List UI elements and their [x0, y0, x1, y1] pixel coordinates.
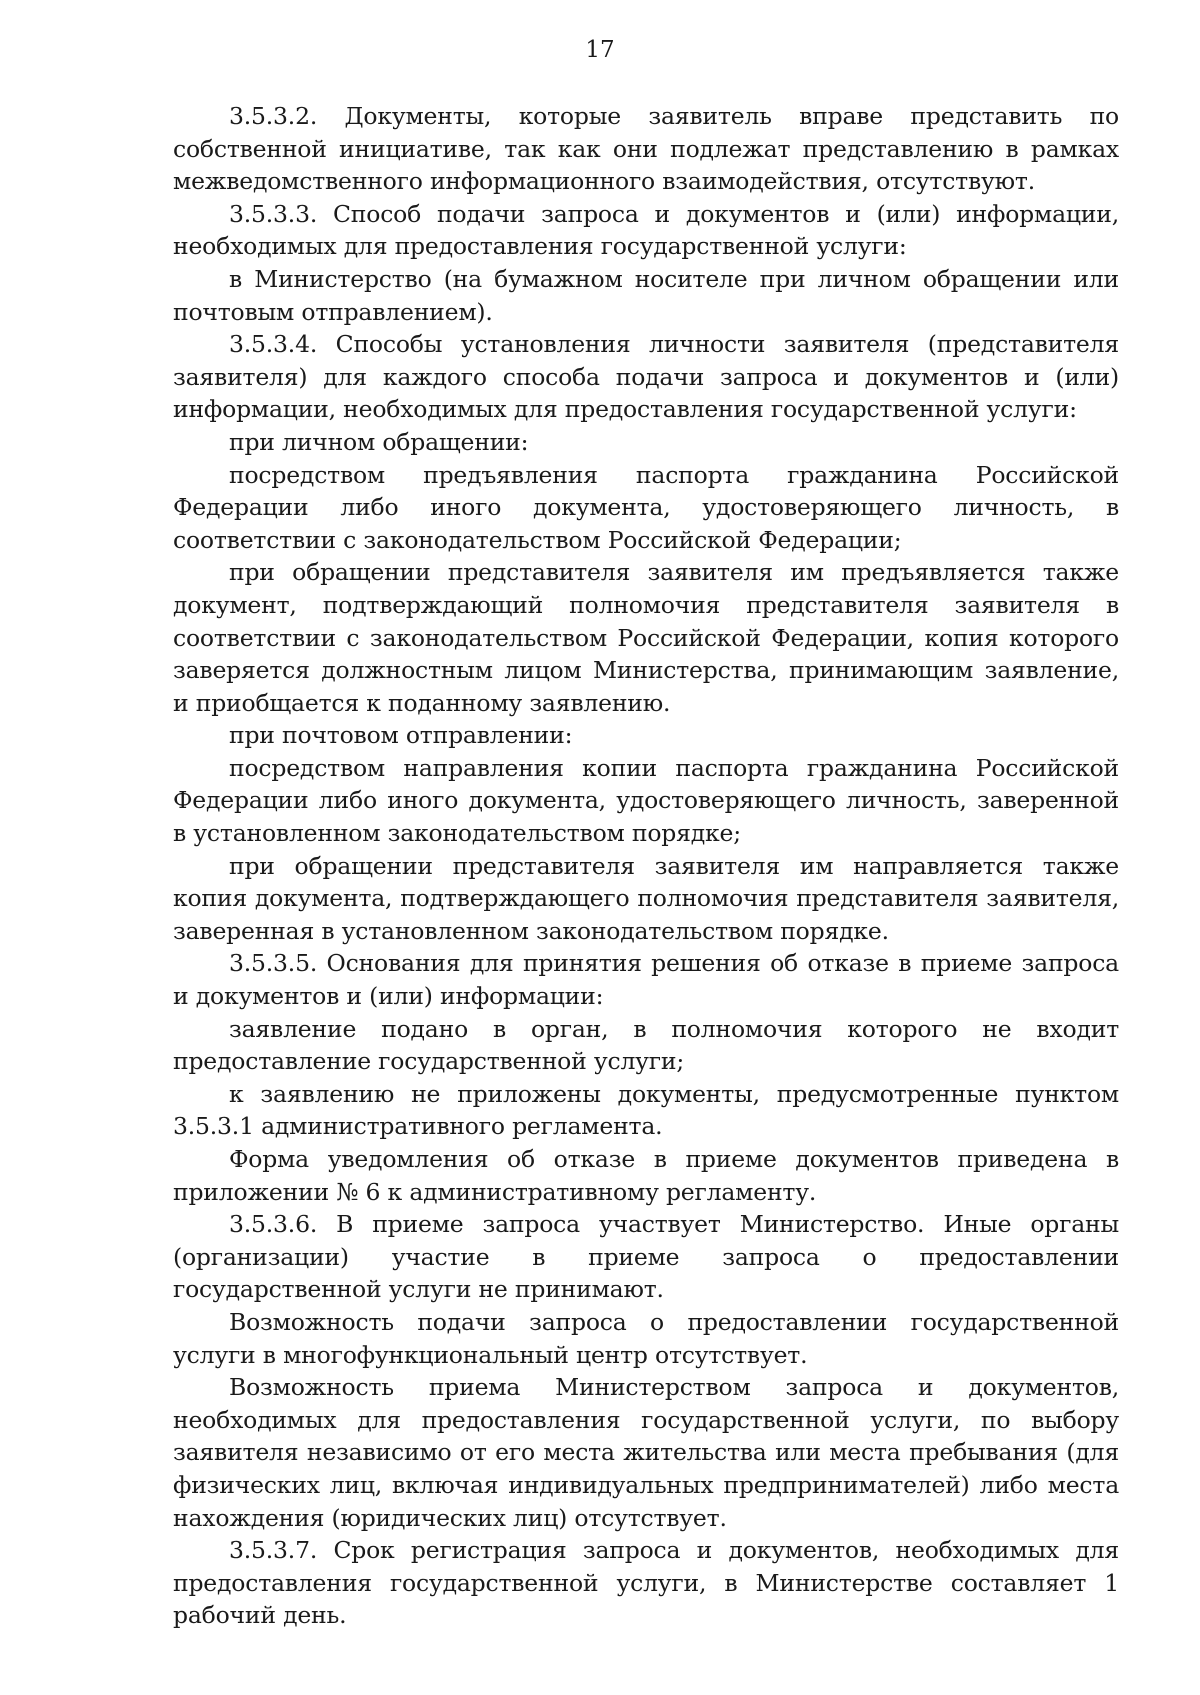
- paragraph-3-5-3-2: 3.5.3.2. Документы, которые заявитель вправе представить по собственной инициативе, так как они подлежат представлению в рамках межведомственного информационного взаимодействия, отсутствуют.: [173, 102, 1119, 196]
- paragraph-wrong-authority: заявление подано в орган, в полномочия которого не входит предоставление государственной услуги;: [173, 1014, 1119, 1076]
- paragraph-extraterritorial: Возможность приема Министерством запроса и документов, необходимых для предоставления государственной услуги, по выбору заявителя независимо от его места жительства или места пребывания (для физических лиц, включая индивидуальных предпринимателей) либо места нахождения (юридических лиц) отсутствует.: [173, 1373, 1119, 1532]
- paragraph-representative-copy: при обращении представителя заявителя им направляется также копия документа, подтверждающего полномочия представителя заявителя, заверенная в установленном законодательством порядке.: [173, 851, 1119, 945]
- paragraph-3-5-3-6: 3.5.3.6. В приеме запроса участвует Министерство. Иные органы (организации) участие в приеме запроса о предоставлении государственной услуги не принимают.: [173, 1210, 1119, 1304]
- paragraph-3-5-3-5: 3.5.3.5. Основания для принятия решения об отказе в приеме запроса и документов и (или) информации:: [173, 949, 1119, 1011]
- document-body: [173, 100, 1119, 1632]
- paragraph-submission-ministry: в Министерство (на бумажном носителе при личном обращении или почтовым отправлением).: [173, 264, 1119, 326]
- paragraph-missing-documents: к заявлению не приложены документы, предусмотренные пунктом 3.5.3.1 административного регламента.: [173, 1079, 1119, 1141]
- paragraph-refusal-form: Форма уведомления об отказе в приеме документов приведена в приложении № 6 к административному регламенту.: [173, 1145, 1119, 1206]
- paragraph-passport-presentation: посредством предъявления паспорта гражданина Российской Федерации либо иного документа, удостоверяющего личность, в соответствии с законодательством Российской Федерации;: [173, 460, 1119, 554]
- paragraph-3-5-3-3: 3.5.3.3. Способ подачи запроса и документов и (или) информации, необходимых для предоставления государственной услуги:: [173, 199, 1119, 261]
- paragraph-passport-copy: посредством направления копии паспорта гражданина Российской Федерации либо иного документа, удостоверяющего личность, заверенной в установленном законодательством порядке;: [173, 753, 1119, 848]
- paragraph-3-5-3-4: 3.5.3.4. Способы установления личности заявителя (представителя заявителя) для каждого способа подачи запроса и документов и (или) информации, необходимых для предоставления государственной услуги:: [173, 330, 1119, 424]
- paragraph-personal-visit: при личном обращении:: [229, 427, 529, 456]
- paragraph-mfc-submission: Возможность подачи запроса о предоставлении государственной услуги в многофункциональный центр отсутствует.: [173, 1307, 1119, 1369]
- page-number: 17: [585, 37, 615, 63]
- paragraph-3-5-3-7: 3.5.3.7. Срок регистрация запроса и документов, необходимых для предоставления государственной услуги, в Министерстве составляет 1 рабочий день.: [173, 1536, 1119, 1630]
- paragraph-postal-delivery: при почтовом отправлении:: [229, 721, 573, 750]
- paragraph-representative-presentation: при обращении представителя заявителя им предъявляется также документ, подтверждающий полномочия представителя заявителя в соответствии с законодательством Российской Федерации, копия которого заверяется должностным лицом Министерства, принимающим заявление, и приобщается к поданному заявлению.: [173, 558, 1119, 717]
